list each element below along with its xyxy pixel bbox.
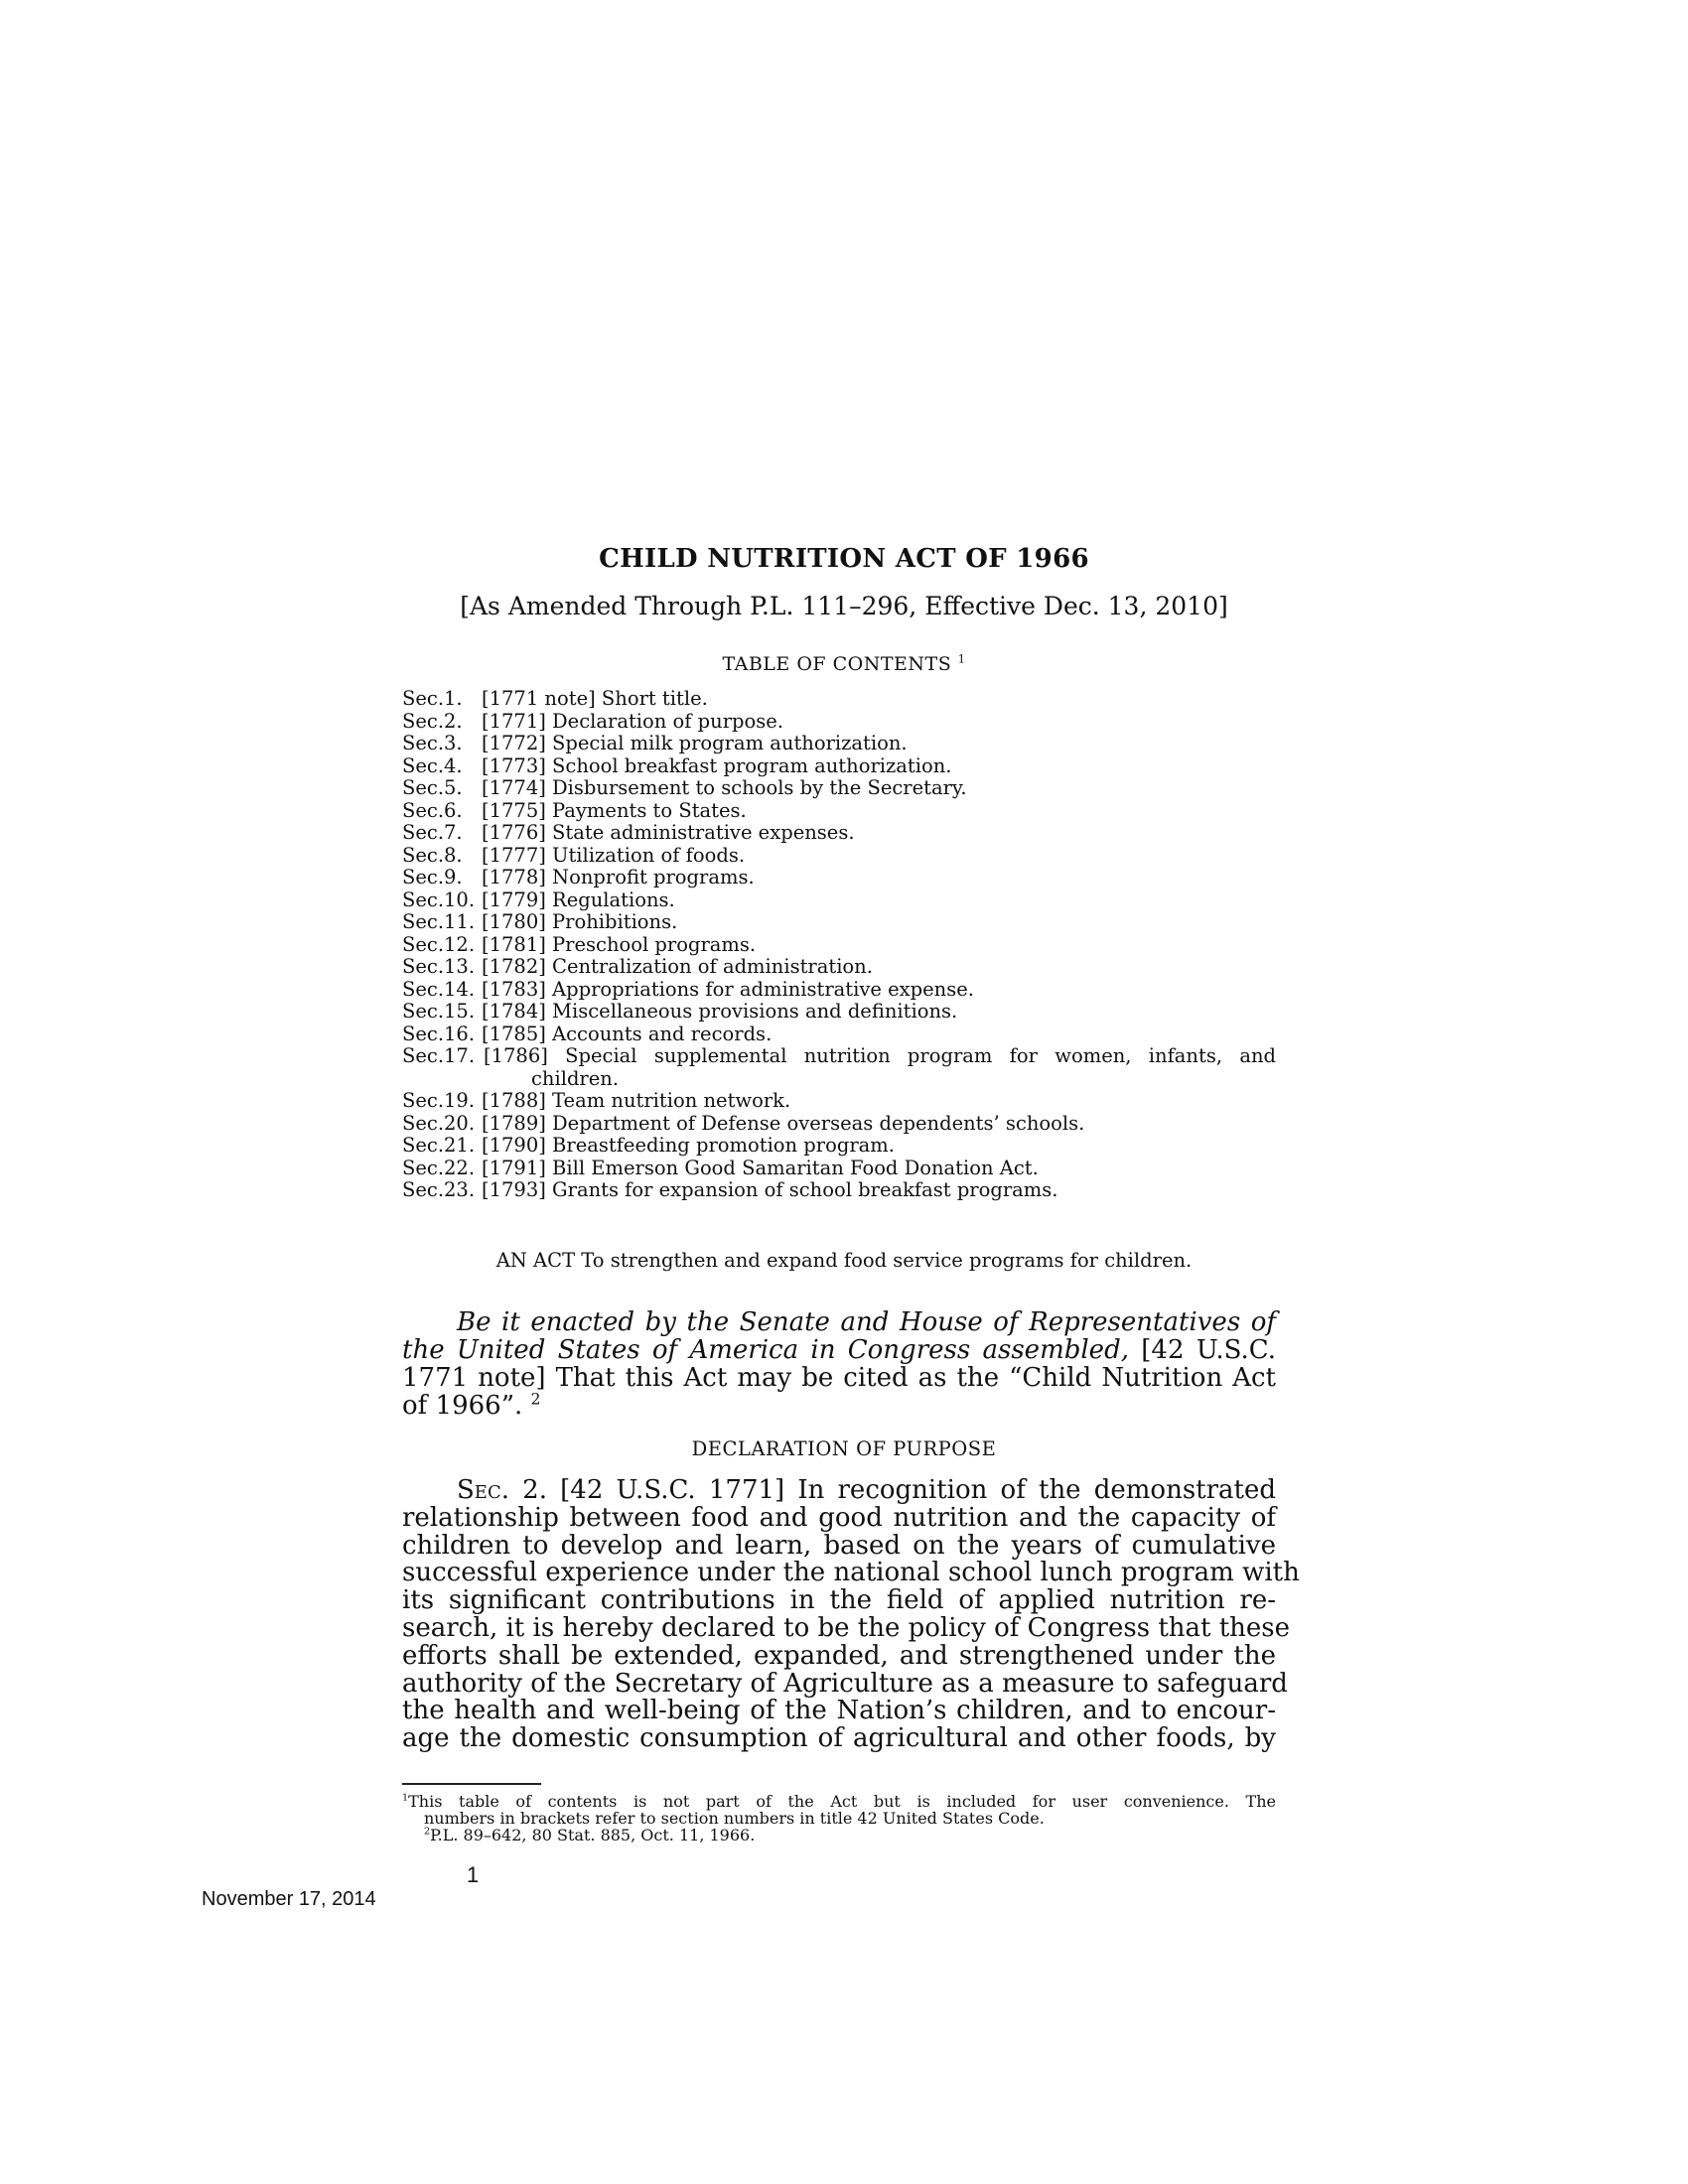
toc-sec-number: 16. bbox=[444, 1022, 476, 1045]
toc-entry-text: [1780] Prohibitions. bbox=[482, 910, 678, 933]
section-2-line: relationship between food and good nutrition and the capacity of bbox=[402, 1502, 1276, 1533]
section-2-line: efforts shall be extended, expanded, and strengthened under the bbox=[402, 1640, 1276, 1671]
toc-sec-label: Sec. bbox=[402, 932, 445, 956]
toc-entry bbox=[402, 889, 1276, 912]
toc-entry-continuation: children. bbox=[531, 1066, 620, 1090]
toc-entry-text: [1785] Accounts and records. bbox=[482, 1022, 773, 1045]
toc-entry bbox=[402, 1045, 1276, 1068]
toc-entry-text: [1779] Regulations. bbox=[482, 887, 675, 911]
toc-entry-text: [1771] Declaration of purpose. bbox=[482, 709, 784, 733]
page-number: 1 bbox=[467, 1862, 480, 1887]
toc-entry bbox=[402, 1090, 1276, 1113]
toc-sec-label: Sec. bbox=[402, 1022, 445, 1045]
document-title: CHILD NUTRITION ACT OF 1966 bbox=[599, 544, 1089, 574]
footnote-text: numbers in brackets refer to section numbers in title 42 United States Code. bbox=[424, 1809, 1045, 1828]
toc-sec-label: Sec. bbox=[402, 866, 445, 888]
toc-entry bbox=[402, 800, 1276, 823]
toc-entry-text: [1788] Team nutrition network. bbox=[482, 1089, 791, 1112]
toc-entry bbox=[402, 1158, 1276, 1180]
toc-sec-number: 23. bbox=[444, 1178, 476, 1201]
toc-entry-text: [1784] Miscellaneous provisions and definitions. bbox=[482, 1000, 958, 1023]
toc-entry bbox=[402, 1001, 1276, 1024]
section-2-line: authority of the Secretary of Agriculture as a measure to safeguard bbox=[402, 1668, 1288, 1699]
toc-sec-label: Sec. bbox=[402, 1178, 445, 1201]
toc-sec-label: Sec. bbox=[402, 687, 445, 710]
toc-sec-label: Sec. bbox=[402, 1044, 445, 1067]
toc-sec-number: 14. bbox=[444, 977, 476, 1001]
toc-sec-label: Sec. bbox=[402, 1089, 445, 1112]
toc-sec-label: Sec. bbox=[402, 1111, 445, 1135]
toc-entry bbox=[402, 688, 1276, 711]
toc-sec-number: 8. bbox=[444, 843, 463, 867]
toc-sec-number: 17. bbox=[444, 1044, 476, 1067]
toc-entry bbox=[402, 845, 1276, 868]
toc-sec-number: 6. bbox=[444, 798, 463, 822]
toc-sec-label: Sec. bbox=[402, 709, 445, 733]
toc-sec-number: 4. bbox=[444, 753, 463, 777]
toc-sec-number: 19. bbox=[444, 1089, 476, 1112]
toc-entry bbox=[402, 934, 1276, 957]
toc-entry-text: [1783] Appropriations for administrative expense. bbox=[482, 977, 974, 1001]
toc-entry bbox=[402, 777, 1276, 800]
section-2-line: children to develop and learn, based on the years of cumulative bbox=[402, 1530, 1276, 1561]
toc-sec-number: 20. bbox=[444, 1111, 476, 1135]
toc-entry-text: [1781] Preschool programs. bbox=[482, 932, 757, 956]
toc-entry bbox=[402, 956, 1276, 979]
toc-sec-label: Sec. bbox=[402, 1134, 445, 1157]
footnote-1 bbox=[402, 1793, 1276, 1827]
toc-sec-number: 11. bbox=[444, 910, 476, 933]
toc-sec-number: 22. bbox=[444, 1156, 476, 1179]
toc-entry-text: [1793] Grants for expansion of school breakfast programs. bbox=[482, 1178, 1058, 1201]
toc-entry-text: [1778] Nonprofit programs. bbox=[482, 866, 755, 888]
toc-sec-label: Sec. bbox=[402, 910, 445, 933]
toc-entry-text: [1773] School breakfast program authorization. bbox=[482, 753, 952, 777]
toc-sec-label: Sec. bbox=[402, 798, 445, 822]
toc-sec-number: 21. bbox=[444, 1134, 476, 1157]
section-2-line: its significant contributions in the field of applied nutrition re- bbox=[402, 1585, 1276, 1616]
toc-sec-number: 1. bbox=[444, 687, 463, 710]
section-2-line: the health and well-being of the Nation’s children, and to encour- bbox=[402, 1696, 1276, 1726]
toc-sec-label: Sec. bbox=[402, 753, 445, 777]
toc-entry-text: [1776] State administrative expenses. bbox=[482, 821, 855, 844]
toc-entry bbox=[402, 1179, 1276, 1202]
toc-entry-text: [1777] Utilization of foods. bbox=[482, 843, 746, 867]
toc-entry-text: [1791] Bill Emerson Good Samaritan Food Donation Act. bbox=[482, 1156, 1039, 1179]
toc-sec-number: 15. bbox=[444, 1000, 476, 1023]
section-2-text bbox=[402, 1475, 1300, 1754]
toc-sec-number: 9. bbox=[444, 866, 463, 888]
toc-entry-text: [1775] Payments to States. bbox=[482, 798, 747, 822]
toc-entry bbox=[402, 1113, 1276, 1136]
toc-sec-label: Sec. bbox=[402, 1156, 445, 1179]
toc-sec-label: Sec. bbox=[402, 887, 445, 911]
toc-entry-text: [1771 note] Short title. bbox=[482, 687, 708, 710]
toc-sec-label: Sec. bbox=[402, 977, 445, 1001]
toc-sec-label: Sec. bbox=[402, 1000, 445, 1023]
toc-entry-text: [1774] Disbursement to schools by the Secretary. bbox=[482, 776, 967, 799]
footnote-divider bbox=[402, 1783, 541, 1785]
footnotes bbox=[402, 1793, 1276, 1843]
toc-heading-text: TABLE OF CONTENTS bbox=[722, 653, 952, 675]
toc-sec-label: Sec. bbox=[402, 843, 445, 867]
toc-heading bbox=[397, 653, 1291, 675]
toc-entry-text: [1786] Special supplemental nutrition program for women, infants, and bbox=[484, 1044, 1276, 1067]
table-of-contents bbox=[402, 688, 1276, 1202]
toc-entry-text: [1789] Department of Defense overseas dependents’ schools. bbox=[482, 1111, 1085, 1135]
enacting-text: [42 U.S.C. 1771 note] That this Act may be cited as the “Child Nutrition Act of 1966”. bbox=[402, 1335, 1276, 1421]
toc-sec-number: 10. bbox=[444, 887, 476, 911]
enacting-italic: Be it enacted by the Senate and House of Representatives of the United States of America in Congress assembled, bbox=[402, 1307, 1276, 1365]
section-2-line: search, it is hereby declared to be the policy of Congress that these bbox=[402, 1612, 1291, 1643]
toc-entry bbox=[402, 1135, 1276, 1158]
toc-entry bbox=[402, 755, 1276, 778]
toc-sec-label: Sec. bbox=[402, 732, 445, 754]
section-2-line bbox=[402, 1477, 1276, 1505]
print-date: November 17, 2014 bbox=[202, 1888, 376, 1910]
section-2-line: age the domestic consumption of agricultural and other foods, by bbox=[402, 1723, 1276, 1754]
toc-entry bbox=[402, 711, 1276, 734]
footnote-text: P.L. 89–642, 80 Stat. 885, Oct. 11, 1966. bbox=[430, 1826, 756, 1844]
toc-sec-label: Sec. bbox=[402, 955, 445, 978]
toc-sec-number: 13. bbox=[444, 955, 476, 978]
toc-sec-number: 2. bbox=[444, 709, 463, 733]
toc-sec-number: 7. bbox=[444, 821, 463, 844]
toc-entry bbox=[402, 733, 1276, 755]
toc-entry bbox=[402, 911, 1276, 934]
section-label: Sec. 2. bbox=[457, 1475, 547, 1505]
act-purpose-line: AN ACT To strengthen and expand food service programs for children. bbox=[495, 1249, 1193, 1272]
toc-sec-number: 5. bbox=[444, 776, 463, 799]
toc-entry bbox=[402, 1024, 1276, 1046]
toc-entry-text: [1790] Breastfeeding promotion program. bbox=[482, 1134, 895, 1157]
toc-entry-text: [1772] Special milk program authorization. bbox=[482, 732, 908, 754]
toc-entry bbox=[402, 979, 1276, 1002]
footnote-marker: 1 bbox=[402, 1792, 409, 1804]
enacting-clause bbox=[402, 1308, 1276, 1420]
footnote-marker: 2 bbox=[424, 1826, 431, 1838]
toc-sec-label: Sec. bbox=[402, 821, 445, 844]
footnote-text: This table of contents is not part of the Act but is included for user convenience. The bbox=[408, 1792, 1276, 1811]
document-subtitle: [As Amended Through P.L. 111–296, Effective Dec. 13, 2010] bbox=[460, 592, 1228, 620]
section-2-line: successful experience under the national school lunch program with bbox=[402, 1558, 1300, 1588]
toc-entry bbox=[402, 822, 1276, 845]
toc-entry-text: [1782] Centralization of administration. bbox=[482, 955, 873, 978]
section-2-line-text: [42 U.S.C. 1771] In recognition of the demonstrated bbox=[560, 1475, 1277, 1505]
toc-footnote-ref: 1 bbox=[957, 651, 966, 666]
toc-sec-label: Sec. bbox=[402, 776, 445, 799]
toc-sec-number: 3. bbox=[444, 732, 463, 754]
footnote-2 bbox=[402, 1827, 1276, 1843]
toc-entry bbox=[402, 867, 1276, 889]
toc-sec-number: 12. bbox=[444, 932, 476, 956]
enacting-footnote-ref: 2 bbox=[530, 1390, 541, 1409]
declaration-heading: DECLARATION OF PURPOSE bbox=[691, 1437, 997, 1460]
